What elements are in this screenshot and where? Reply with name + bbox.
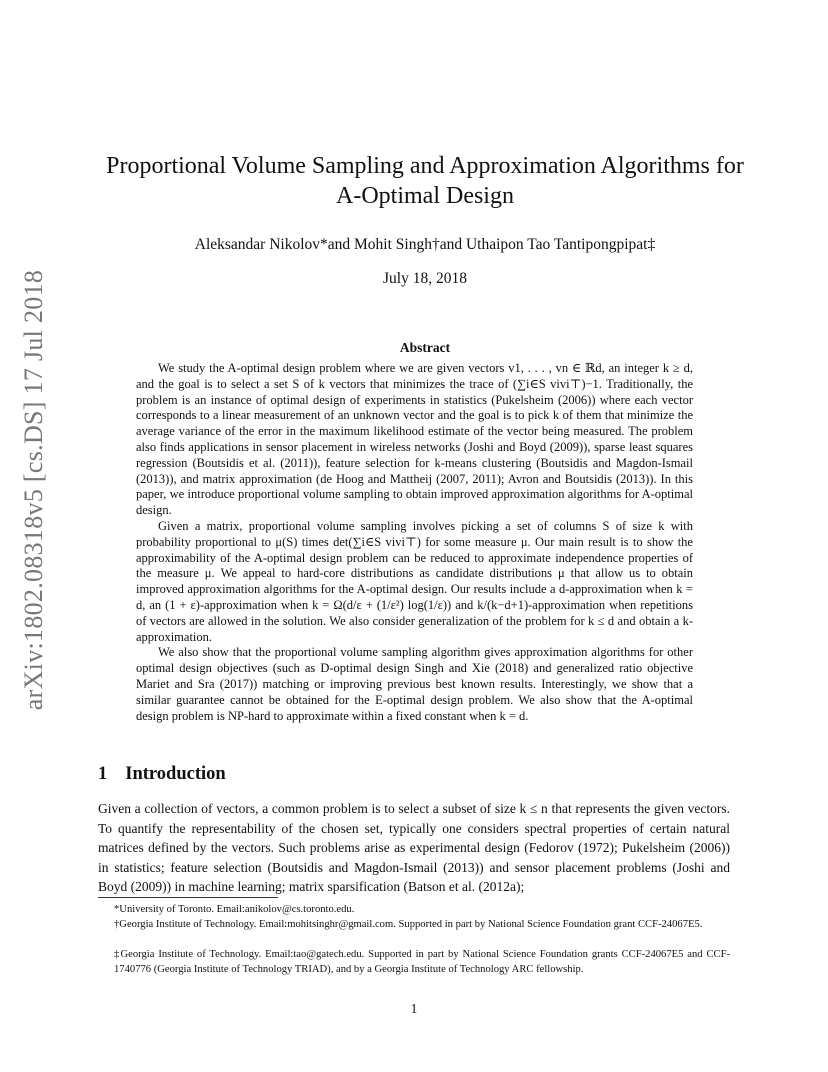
abstract-paragraph-3: We also show that the proportional volume sampling algorithm gives approximation algorithms for other optimal design objectives (such as D-optimal design Singh and Xie (2018) and generalized ratio objective Mariet and Sra (2017)) matching or improving previous best known results. Interestingly, we show that a similar guarantee cannot be obtained for the E-optimal design problem. We also show that the A-optimal design problem is NP-hard to approximate within a fixed constant when k = d. <box>136 645 693 723</box>
abstract-paragraph-1: We study the A-optimal design problem where we are given vectors v1, . . . , vn ∈ ℝd, an integer k ≥ d, and the goal is to select a set S of k vectors that minimizes the trace of (∑i∈S vivi⊤)−1. Traditionally, the problem is an instance of optimal design of experiments in statistics (Pukelsheim (2006)) where each vector corresponds to a linear measurement of an unknown vector and the goal is to pick k of them that minimize the average variance of the error in the maximum likelihood estimate of the vector being measured. The problem also finds applications in sensor placement in wireless networks (Joshi and Boyd (2009)), sparse least squares regression (Boutsidis et al. (2011)), feature selection for k-means clustering (Boutsidis and Magdon-Ismail (2013)), and matrix approximation (de Hoog and Mattheij (2007, 2011); Avron and Boutsidis (2013)). In this paper, we introduce proportional volume sampling to obtain improved approximation algorithms for A-optimal design. <box>136 361 693 518</box>
abstract <box>136 361 693 724</box>
intro-paragraph: Given a collection of vectors, a common problem is to select a subset of size k ≤ n that represents the given vectors. To quantify the representability of the chosen set, typically one considers spectral properties of certain natural matrices defined by the vectors. Such problems arise as experimental design (Fedorov (1972); Pukelsheim (2006)) in statistics; feature selection (Boutsidis and Magdon-Ismail (2013)) and sensor placement problems (Joshi and Boyd (2009)) in machine learning; matrix sparsification (Batson et al. (2012a); <box>98 801 730 894</box>
title-line-1: Proportional Volume Sampling and Approximation Algorithms for <box>106 153 744 179</box>
arxiv-id-text: arXiv:1802.08318v5 [cs.DS] 17 Jul 2018 <box>19 269 48 711</box>
footnote-2 <box>98 918 730 933</box>
page-number: 1 <box>410 1001 418 1016</box>
arxiv-side-identifier <box>14 269 54 711</box>
date: July 18, 2018 <box>383 270 467 287</box>
section-heading <box>98 764 226 785</box>
abstract-paragraph-2: Given a matrix, proportional volume sampling involves picking a set of columns S of size k with probability proportional to μ(S) times det(∑i∈S vivi⊤) for some measure μ. Our main result is to show the approximability of the A-optimal design problem can be reduced to approximate independence properties of the measure μ. We appeal to hard-core distributions as candidate distributions μ that allow us to obtain improved approximation algorithms for the A-optimal design. Our results include a d-approximation when k = d, an (1 + ε)-approximation when k = Ω(d/ε + (1/ε²) log(1/ε)) and k/(k−d+1)-approximation when repetitions of vectors are allowed in the solution. We also consider generalization of the problem for k ≤ d and obtain a k-approximation. <box>136 518 693 644</box>
footnote-3-text: ‡Georgia Institute of Technology. Email:tao@gatech.edu. Supported in part by National Science Foundation grants CCF-24067E5 and CCF-1740776 (Georgia Institute of Technology TRIAD), and by a Georgia Institute of Technology ARC fellowship. <box>114 949 730 975</box>
section-number: 1 <box>98 764 108 784</box>
footnote-1 <box>98 903 730 918</box>
footnote-rule <box>98 897 278 898</box>
paper-title <box>90 151 760 211</box>
abstract-heading: Abstract <box>399 340 451 355</box>
footnote-2-text: †Georgia Institute of Technology. Email:mohitsinghr@gmail.com. Supported in part by National Science Foundation grant CCF-24067E5. <box>114 919 703 930</box>
introduction-body <box>98 799 730 897</box>
authors: Aleksandar Nikolov*and Mohit Singh†and Uthaipon Tao Tantipongpipat‡ <box>194 236 656 253</box>
section-title: Introduction <box>125 764 226 784</box>
footnote-3 <box>98 948 730 977</box>
title-line-2: A-Optimal Design <box>336 183 514 209</box>
footnote-1-text: *University of Toronto. Email:anikolov@cs.toronto.edu. <box>114 904 355 915</box>
